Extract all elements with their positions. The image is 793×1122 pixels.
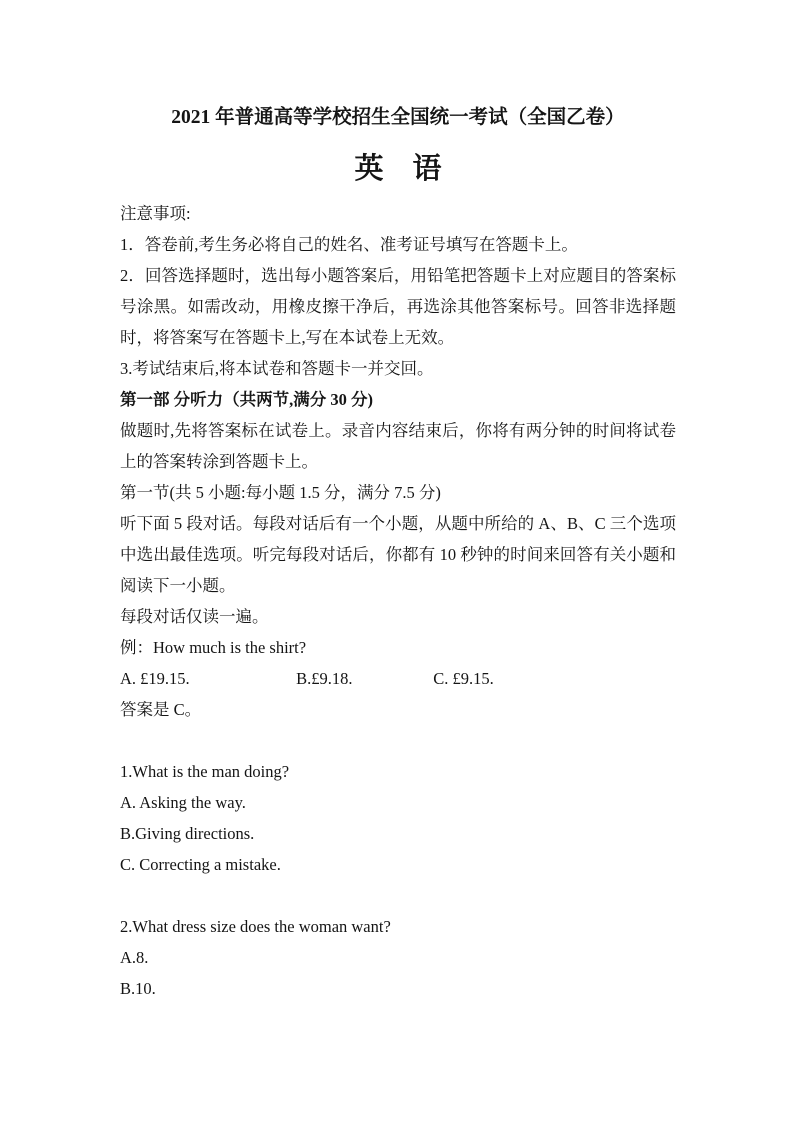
section1-instructions: 听下面 5 段对话。每段对话后有一个小题，从题中所给的 A、B、C 三个选项中选出最佳选项。听完每段对话后，你都有 10 秒钟的时间来回答有关小题和阅读下一小题。: [120, 514, 676, 595]
example-option-c: C. £9.15.: [433, 669, 494, 688]
subject-title: 英 语: [354, 153, 442, 185]
question-1-text: 1.What is the man doing?: [120, 762, 290, 781]
part1-intro: 做题时,先将答案标在试卷上。录音内容结束后，你将有两分钟的时间将试卷上的答案转涂到答题卡上。: [120, 421, 676, 471]
example-question: 例：How much is the shirt?: [120, 638, 307, 657]
section1-note: 每段对话仅读一遍。: [120, 607, 269, 626]
section1-heading: 第一节(共 5 小题:每小题 1.5 分，满分 7.5 分): [120, 483, 441, 502]
question-1-option-a: A. Asking the way.: [120, 793, 246, 812]
blank-line: [120, 725, 676, 756]
example-option-b: B.£9.18.: [296, 669, 353, 688]
part1-heading: 第一部 分听力（共两节,满分 30 分): [120, 390, 373, 409]
notice-item-1: 1．答卷前,考生务必将自己的姓名、准考证号填写在答题卡上。: [120, 235, 578, 254]
question-1-option-c: C. Correcting a mistake.: [120, 855, 281, 874]
question-2-option-a: A.8.: [120, 948, 149, 967]
example-option-a: A. £19.15.: [120, 669, 190, 688]
question-2-option-b: B.10.: [120, 979, 156, 998]
example-options: [120, 663, 676, 694]
question-1-option-b: B.Giving directions.: [120, 824, 255, 843]
notice-item-3: 3.考试结束后,将本试卷和答题卡一并交回。: [120, 359, 434, 378]
notice-heading: 注意事项:: [120, 204, 191, 223]
exam-title: 2021 年普通高等学校招生全国统一考试（全国乙卷）: [171, 107, 625, 128]
question-2-text: 2.What dress size does the woman want?: [120, 917, 391, 936]
example-answer: 答案是 C。: [120, 700, 202, 719]
blank-line: [120, 880, 676, 911]
notice-item-2: 2．回答选择题时，选出每小题答案后，用铅笔把答题卡上对应题目的答案标号涂黑。如需改动，用橡皮擦干净后，再选涂其他答案标号。回答非选择题时，将答案写在答题卡上,写在本试卷上无效。: [120, 266, 676, 347]
